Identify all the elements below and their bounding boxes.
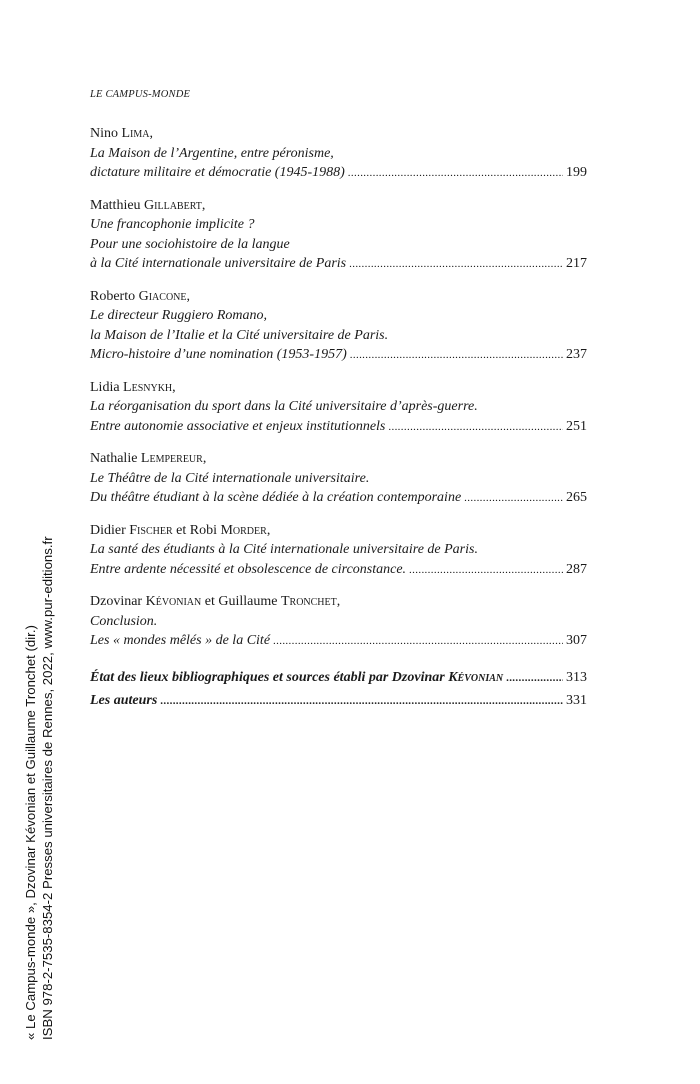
dot-leader	[464, 489, 563, 509]
entry-title-leader-line[interactable]: Entre ardente nécessité et obsolescence de circonstance. . . . 287	[90, 560, 587, 581]
page-number: 251	[566, 418, 587, 434]
running-head: LE CAMPUS-MONDE	[90, 89, 191, 100]
dot-leader	[349, 255, 563, 275]
entry-title-line: la Maison de l’Italie et la Cité universitaire de Paris.	[90, 327, 389, 343]
toc-entry	[90, 287, 587, 366]
entry-author: Nino Lima,	[90, 126, 153, 141]
toc-entry	[90, 196, 587, 275]
toc-entry	[90, 521, 587, 581]
side-note-line: ISBN 978-2-7535-8354-2 Presses universitaires de Rennes, 2022, www.pur-editions.fr	[40, 536, 55, 1040]
page-number: 313	[566, 669, 587, 685]
page-number: 199	[566, 165, 587, 180]
dot-leader	[388, 418, 563, 438]
entry-title-line: Une francophonie implicite ?	[90, 217, 255, 232]
page-number: 331	[566, 693, 587, 708]
table-of-contents	[90, 124, 587, 715]
page-number: 217	[566, 256, 587, 271]
side-note-line: « Le Campus-monde », Dzovinar Kévonian et Guillaume Tronchet (dir.)	[23, 625, 38, 1040]
toc-back-matter	[90, 668, 587, 712]
dot-leader	[409, 561, 563, 581]
entry-title-leader-line[interactable]: dictature militaire et démocratie (1945-1988) . . . 199	[90, 163, 587, 184]
dot-leader	[160, 692, 563, 712]
entry-author: Roberto Giacone,	[90, 288, 190, 304]
entry-author: Matthieu Gillabert,	[90, 197, 206, 213]
entry-title-leader-line[interactable]: Du théâtre étudiant à la scène dédiée à la création contemporaine . . . 265	[90, 488, 587, 509]
toc-entry	[90, 124, 587, 184]
entry-author: Lidia Lesnykh,	[90, 379, 176, 395]
page-number: 237	[566, 347, 587, 362]
toc-entry	[90, 449, 587, 509]
page-number: 287	[566, 561, 587, 577]
toc-bibliography-entry[interactable]: État des lieux bibliographiques et sources établi par Dzovinar Kévonian . . . 313	[90, 668, 587, 689]
entry-title-line: La réorganisation du sport dans la Cité universitaire d’après-guerre.	[90, 399, 478, 414]
toc-entry	[90, 378, 587, 438]
dot-leader	[348, 164, 563, 184]
entry-author: Nathalie Lempereur,	[90, 451, 207, 466]
entry-title-line: La santé des étudiants à la Cité internationale universitaire de Paris.	[90, 542, 478, 557]
entry-title-leader-line[interactable]: Entre autonomie associative et enjeux institutionnels . . . 251	[90, 417, 587, 438]
page-number: 265	[566, 490, 587, 505]
page-number: 307	[566, 633, 587, 648]
entry-author: Didier Fischer et Robi Morder,	[90, 522, 271, 538]
vertical-copyright-note	[22, 536, 56, 1040]
toc-entry	[90, 592, 587, 652]
entry-author: Dzovinar Kévonian et Guillaume Tronchet,	[90, 594, 341, 609]
entry-title-leader-line[interactable]: à la Cité internationale universitaire de Paris . . . 217	[90, 254, 587, 275]
toc-authors-entry[interactable]: Les auteurs . . . 331	[90, 691, 587, 712]
entry-title-line: Pour une sociohistoire de la langue	[90, 236, 290, 252]
dot-leader	[506, 669, 563, 689]
dot-leader	[350, 346, 563, 366]
entry-title-leader-line[interactable]: Les « mondes mêlés » de la Cité . . . 307	[90, 631, 587, 652]
dot-leader	[273, 632, 563, 652]
entry-title-line: La Maison de l’Argentine, entre péronisme,	[90, 145, 334, 161]
entry-title-line: Le Théâtre de la Cité internationale universitaire.	[90, 470, 370, 486]
entry-title-line: Conclusion.	[90, 613, 158, 629]
entry-title-line: Le directeur Ruggiero Romano,	[90, 308, 268, 323]
entry-title-leader-line[interactable]: Micro-histoire d’une nomination (1953-1957) . . . 237	[90, 345, 587, 366]
